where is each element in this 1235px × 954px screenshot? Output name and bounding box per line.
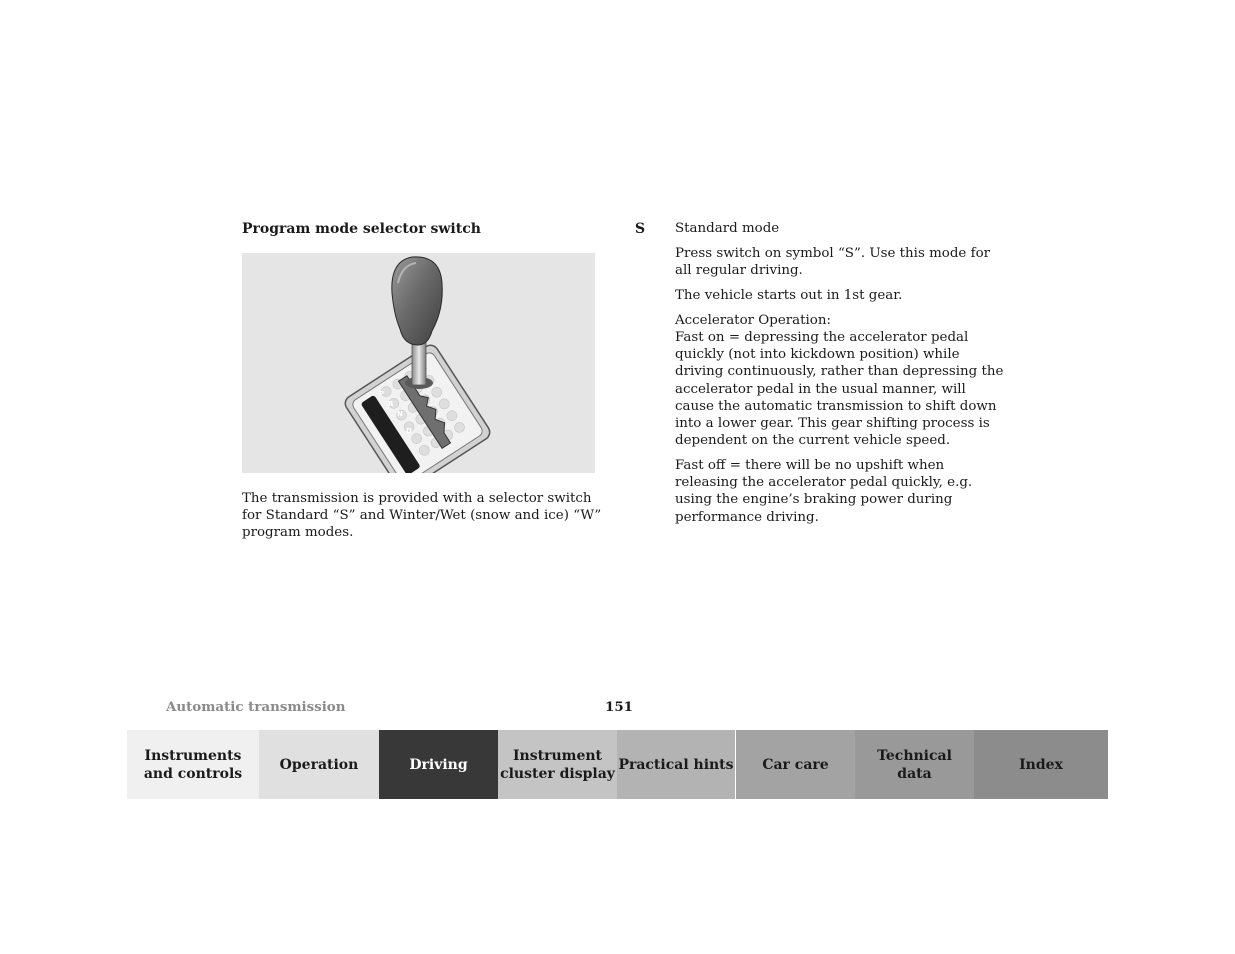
paragraph-fast-off: Fast off = there will be no upshift when releasing the accelerator pedal quickly, e.g. using the engine’s braking power during performance driving.: [675, 458, 973, 525]
tab-instruments-and-controls[interactable]: Instruments and controls: [127, 730, 259, 799]
gear-selector-graphic: [242, 253, 595, 473]
tab-instrument-cluster-display[interactable]: Instrument cluster display: [498, 730, 617, 799]
caption-text: The transmission is provided with a selector switch for Standard “S” and Winter/Wet (snow and ice) “W” program modes.: [242, 491, 602, 541]
gear-selector-illustration: [242, 253, 595, 473]
chapter-navigation: [127, 730, 1108, 799]
selector-letter-p: P: [379, 390, 385, 398]
tab-practical-hints[interactable]: Practical hints: [617, 730, 736, 799]
tab-index[interactable]: Index: [974, 730, 1108, 799]
paragraph-press-switch: Press switch on symbol “S”. Use this mode for all regular driving.: [675, 246, 991, 279]
selector-letter-n: N: [397, 410, 403, 418]
tab-technical-data[interactable]: Technical data: [855, 730, 974, 799]
page-number: 151: [605, 699, 633, 715]
paragraph-starts-gear: The vehicle starts out in 1st gear.: [675, 288, 903, 303]
tab-operation[interactable]: Operation: [259, 730, 379, 799]
selector-letter-r: R: [388, 400, 394, 408]
mode-title: Standard mode: [675, 221, 780, 236]
tab-car-care[interactable]: Car care: [736, 730, 855, 799]
section-heading: Program mode selector switch: [242, 221, 481, 237]
tab-driving[interactable]: Driving: [379, 730, 498, 799]
selector-letter-d: D: [406, 427, 412, 435]
footer-section-title: Automatic transmission: [166, 699, 346, 715]
mode-description: [675, 245, 1005, 533]
mode-letter: S: [635, 221, 646, 237]
paragraph-accelerator-fast-on: Accelerator Operation: Fast on = depressing the accelerator pedal quickly (not into kickdown position) while driving continuously, rather than depressing the accelerator pedal in the usual manner, will cause the automatic transmission to shift down into a lower gear. This gear shifting process is dependent on the current vehicle speed.: [675, 312, 1004, 449]
